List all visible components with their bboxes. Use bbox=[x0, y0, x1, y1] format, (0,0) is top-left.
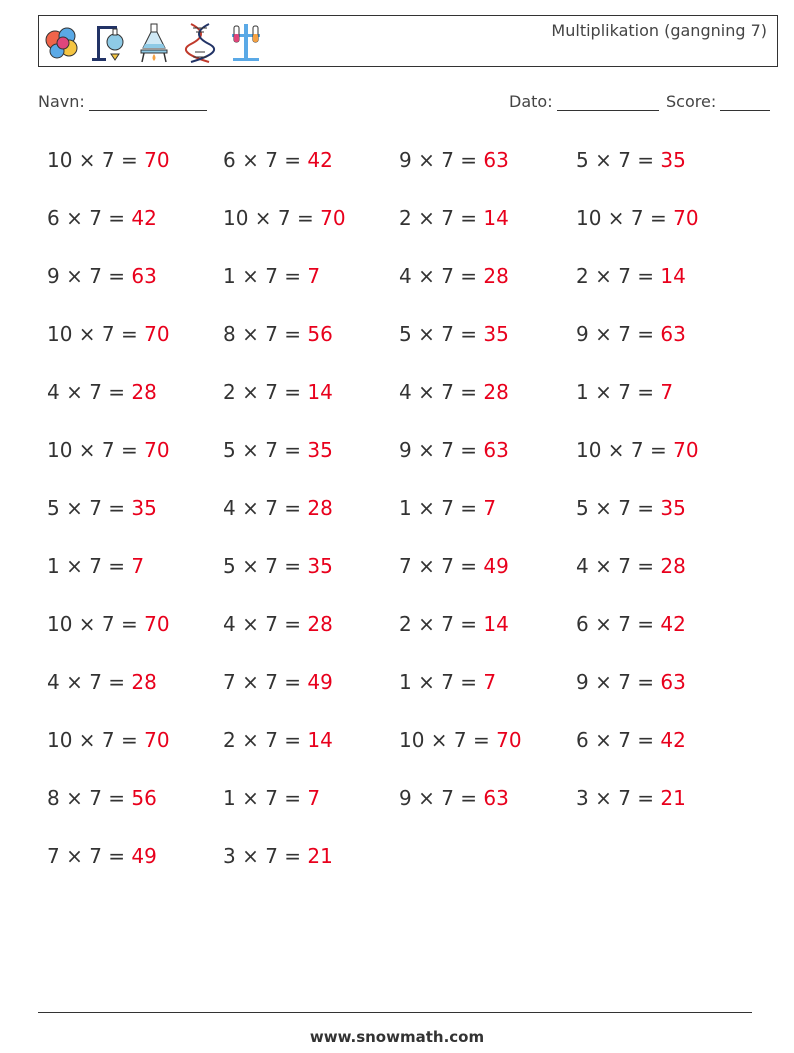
problem-item bbox=[223, 496, 333, 520]
problem-item bbox=[399, 728, 522, 752]
problem-answer: 49 bbox=[483, 554, 509, 578]
problem-item bbox=[399, 670, 496, 694]
problem-answer: 7 bbox=[131, 554, 145, 578]
problem-item bbox=[399, 206, 509, 230]
problem-question: 10 × 7 = bbox=[576, 206, 674, 230]
problem-answer: 35 bbox=[131, 496, 157, 520]
problem-question: 2 × 7 = bbox=[223, 380, 308, 404]
problem-item bbox=[223, 728, 333, 752]
problem-item bbox=[399, 786, 509, 810]
problem-question: 10 × 7 = bbox=[47, 322, 145, 346]
problem-answer: 70 bbox=[144, 612, 170, 636]
problem-answer: 42 bbox=[660, 728, 686, 752]
problem-question: 10 × 7 = bbox=[399, 728, 497, 752]
problem-answer: 35 bbox=[307, 554, 333, 578]
problem-item bbox=[223, 786, 320, 810]
problem-item bbox=[576, 148, 686, 172]
problem-question: 4 × 7 = bbox=[576, 554, 661, 578]
problem-item bbox=[47, 380, 157, 404]
date-line bbox=[557, 110, 659, 111]
problem-answer: 7 bbox=[483, 670, 497, 694]
problem-answer: 63 bbox=[660, 322, 686, 346]
problem-item bbox=[399, 148, 509, 172]
name-field[interactable] bbox=[38, 92, 207, 111]
problem-question: 2 × 7 = bbox=[576, 264, 661, 288]
problem-question: 10 × 7 = bbox=[47, 728, 145, 752]
problem-question: 9 × 7 = bbox=[399, 148, 484, 172]
problem-question: 2 × 7 = bbox=[223, 728, 308, 752]
problem-answer: 49 bbox=[307, 670, 333, 694]
problem-answer: 70 bbox=[144, 322, 170, 346]
problem-answer: 70 bbox=[320, 206, 346, 230]
problem-answer: 63 bbox=[131, 264, 157, 288]
iv-stand-icon bbox=[89, 20, 127, 64]
worksheet-title: Multiplikation (gangning 7) bbox=[551, 21, 767, 40]
problem-answer: 14 bbox=[660, 264, 686, 288]
footer-rule bbox=[38, 1012, 752, 1013]
problem-question: 9 × 7 = bbox=[47, 264, 132, 288]
problem-item bbox=[47, 554, 144, 578]
problem-answer: 7 bbox=[483, 496, 497, 520]
name-label: Navn: bbox=[38, 92, 85, 111]
problem-item bbox=[47, 786, 157, 810]
problem-answer: 7 bbox=[307, 786, 321, 810]
problem-question: 9 × 7 = bbox=[399, 786, 484, 810]
problem-answer: 70 bbox=[496, 728, 522, 752]
problem-answer: 21 bbox=[307, 844, 333, 868]
problem-question: 5 × 7 = bbox=[47, 496, 132, 520]
problem-answer: 35 bbox=[483, 322, 509, 346]
problem-item bbox=[223, 322, 333, 346]
problem-answer: 56 bbox=[131, 786, 157, 810]
problem-question: 10 × 7 = bbox=[47, 612, 145, 636]
problem-question: 6 × 7 = bbox=[576, 728, 661, 752]
date-label: Dato: bbox=[509, 92, 553, 111]
problem-question: 7 × 7 = bbox=[223, 670, 308, 694]
problem-answer: 70 bbox=[673, 438, 699, 462]
problem-question: 7 × 7 = bbox=[47, 844, 132, 868]
problem-question: 4 × 7 = bbox=[223, 612, 308, 636]
problem-answer: 7 bbox=[307, 264, 321, 288]
problem-item bbox=[576, 612, 686, 636]
problem-question: 4 × 7 = bbox=[399, 264, 484, 288]
problem-question: 7 × 7 = bbox=[399, 554, 484, 578]
problem-item bbox=[576, 554, 686, 578]
flask-burner-icon bbox=[135, 20, 173, 64]
problem-answer: 70 bbox=[144, 728, 170, 752]
problem-item bbox=[576, 322, 686, 346]
problem-item bbox=[223, 438, 333, 462]
problem-item bbox=[576, 786, 686, 810]
problem-answer: 35 bbox=[660, 148, 686, 172]
problem-item bbox=[399, 264, 509, 288]
problem-answer: 70 bbox=[673, 206, 699, 230]
problem-answer: 42 bbox=[660, 612, 686, 636]
problem-item bbox=[223, 612, 333, 636]
balloons-icon bbox=[43, 20, 81, 64]
problem-item bbox=[47, 438, 170, 462]
problem-question: 6 × 7 = bbox=[576, 612, 661, 636]
problem-question: 1 × 7 = bbox=[223, 264, 308, 288]
problem-item bbox=[576, 728, 686, 752]
problem-item bbox=[399, 612, 509, 636]
problem-question: 9 × 7 = bbox=[399, 438, 484, 462]
problem-question: 3 × 7 = bbox=[223, 844, 308, 868]
problem-answer: 28 bbox=[131, 380, 157, 404]
problem-question: 10 × 7 = bbox=[47, 148, 145, 172]
problem-item bbox=[47, 496, 157, 520]
problem-item bbox=[576, 496, 686, 520]
problem-item bbox=[399, 554, 509, 578]
problem-question: 9 × 7 = bbox=[576, 670, 661, 694]
problem-answer: 7 bbox=[660, 380, 674, 404]
problem-item bbox=[576, 206, 699, 230]
problem-answer: 28 bbox=[483, 264, 509, 288]
problem-question: 1 × 7 = bbox=[576, 380, 661, 404]
problem-item bbox=[47, 322, 170, 346]
problem-question: 1 × 7 = bbox=[47, 554, 132, 578]
problem-question: 4 × 7 = bbox=[47, 670, 132, 694]
problem-question: 1 × 7 = bbox=[223, 786, 308, 810]
problem-item bbox=[47, 148, 170, 172]
score-line bbox=[720, 110, 770, 111]
problem-answer: 63 bbox=[483, 786, 509, 810]
problem-item bbox=[223, 380, 333, 404]
problem-answer: 70 bbox=[144, 148, 170, 172]
problem-answer: 35 bbox=[307, 438, 333, 462]
problem-answer: 70 bbox=[144, 438, 170, 462]
problem-item bbox=[399, 438, 509, 462]
problem-answer: 14 bbox=[483, 206, 509, 230]
problem-item bbox=[399, 496, 496, 520]
problem-question: 4 × 7 = bbox=[223, 496, 308, 520]
problem-question: 5 × 7 = bbox=[576, 148, 661, 172]
problem-item bbox=[576, 670, 686, 694]
icon-strip bbox=[43, 20, 265, 64]
problem-answer: 56 bbox=[307, 322, 333, 346]
date-field[interactable] bbox=[509, 92, 659, 111]
score-field[interactable] bbox=[666, 92, 770, 111]
problem-item bbox=[399, 380, 509, 404]
test-tubes-icon bbox=[227, 20, 265, 64]
problem-answer: 49 bbox=[131, 844, 157, 868]
problem-question: 9 × 7 = bbox=[576, 322, 661, 346]
problem-item bbox=[223, 554, 333, 578]
problem-question: 2 × 7 = bbox=[399, 206, 484, 230]
problem-item bbox=[47, 264, 157, 288]
problem-answer: 42 bbox=[131, 206, 157, 230]
problem-item bbox=[223, 670, 333, 694]
name-line bbox=[89, 110, 207, 111]
problem-item bbox=[576, 264, 686, 288]
problem-answer: 14 bbox=[307, 728, 333, 752]
problem-item bbox=[47, 728, 170, 752]
problem-item bbox=[47, 612, 170, 636]
problem-answer: 28 bbox=[307, 612, 333, 636]
problem-question: 5 × 7 = bbox=[223, 554, 308, 578]
problem-question: 10 × 7 = bbox=[223, 206, 321, 230]
problem-question: 5 × 7 = bbox=[223, 438, 308, 462]
problem-question: 6 × 7 = bbox=[223, 148, 308, 172]
problem-answer: 14 bbox=[483, 612, 509, 636]
problem-answer: 63 bbox=[660, 670, 686, 694]
problem-question: 2 × 7 = bbox=[399, 612, 484, 636]
dna-icon bbox=[181, 20, 219, 64]
problem-answer: 28 bbox=[307, 496, 333, 520]
problem-question: 5 × 7 = bbox=[399, 322, 484, 346]
problem-answer: 14 bbox=[307, 380, 333, 404]
problem-question: 4 × 7 = bbox=[399, 380, 484, 404]
score-label: Score: bbox=[666, 92, 717, 111]
problem-answer: 28 bbox=[483, 380, 509, 404]
problem-question: 1 × 7 = bbox=[399, 496, 484, 520]
problem-question: 5 × 7 = bbox=[576, 496, 661, 520]
header-box bbox=[38, 15, 778, 67]
problem-answer: 28 bbox=[131, 670, 157, 694]
problem-answer: 63 bbox=[483, 438, 509, 462]
problem-question: 10 × 7 = bbox=[576, 438, 674, 462]
problem-item bbox=[223, 844, 333, 868]
problem-question: 6 × 7 = bbox=[47, 206, 132, 230]
problem-item bbox=[47, 844, 157, 868]
problem-question: 8 × 7 = bbox=[223, 322, 308, 346]
problem-item bbox=[576, 438, 699, 462]
problem-question: 10 × 7 = bbox=[47, 438, 145, 462]
problem-answer: 42 bbox=[307, 148, 333, 172]
problem-item bbox=[576, 380, 673, 404]
footer-url: www.snowmath.com bbox=[309, 1028, 485, 1046]
problem-item bbox=[47, 206, 157, 230]
problem-item bbox=[223, 264, 320, 288]
problem-item bbox=[223, 206, 346, 230]
problem-question: 8 × 7 = bbox=[47, 786, 132, 810]
problem-answer: 28 bbox=[660, 554, 686, 578]
problem-item bbox=[47, 670, 157, 694]
problem-question: 1 × 7 = bbox=[399, 670, 484, 694]
problem-item bbox=[223, 148, 333, 172]
problem-answer: 63 bbox=[483, 148, 509, 172]
problem-item bbox=[399, 322, 509, 346]
problem-question: 3 × 7 = bbox=[576, 786, 661, 810]
problem-answer: 35 bbox=[660, 496, 686, 520]
problem-question: 4 × 7 = bbox=[47, 380, 132, 404]
problem-answer: 21 bbox=[660, 786, 686, 810]
